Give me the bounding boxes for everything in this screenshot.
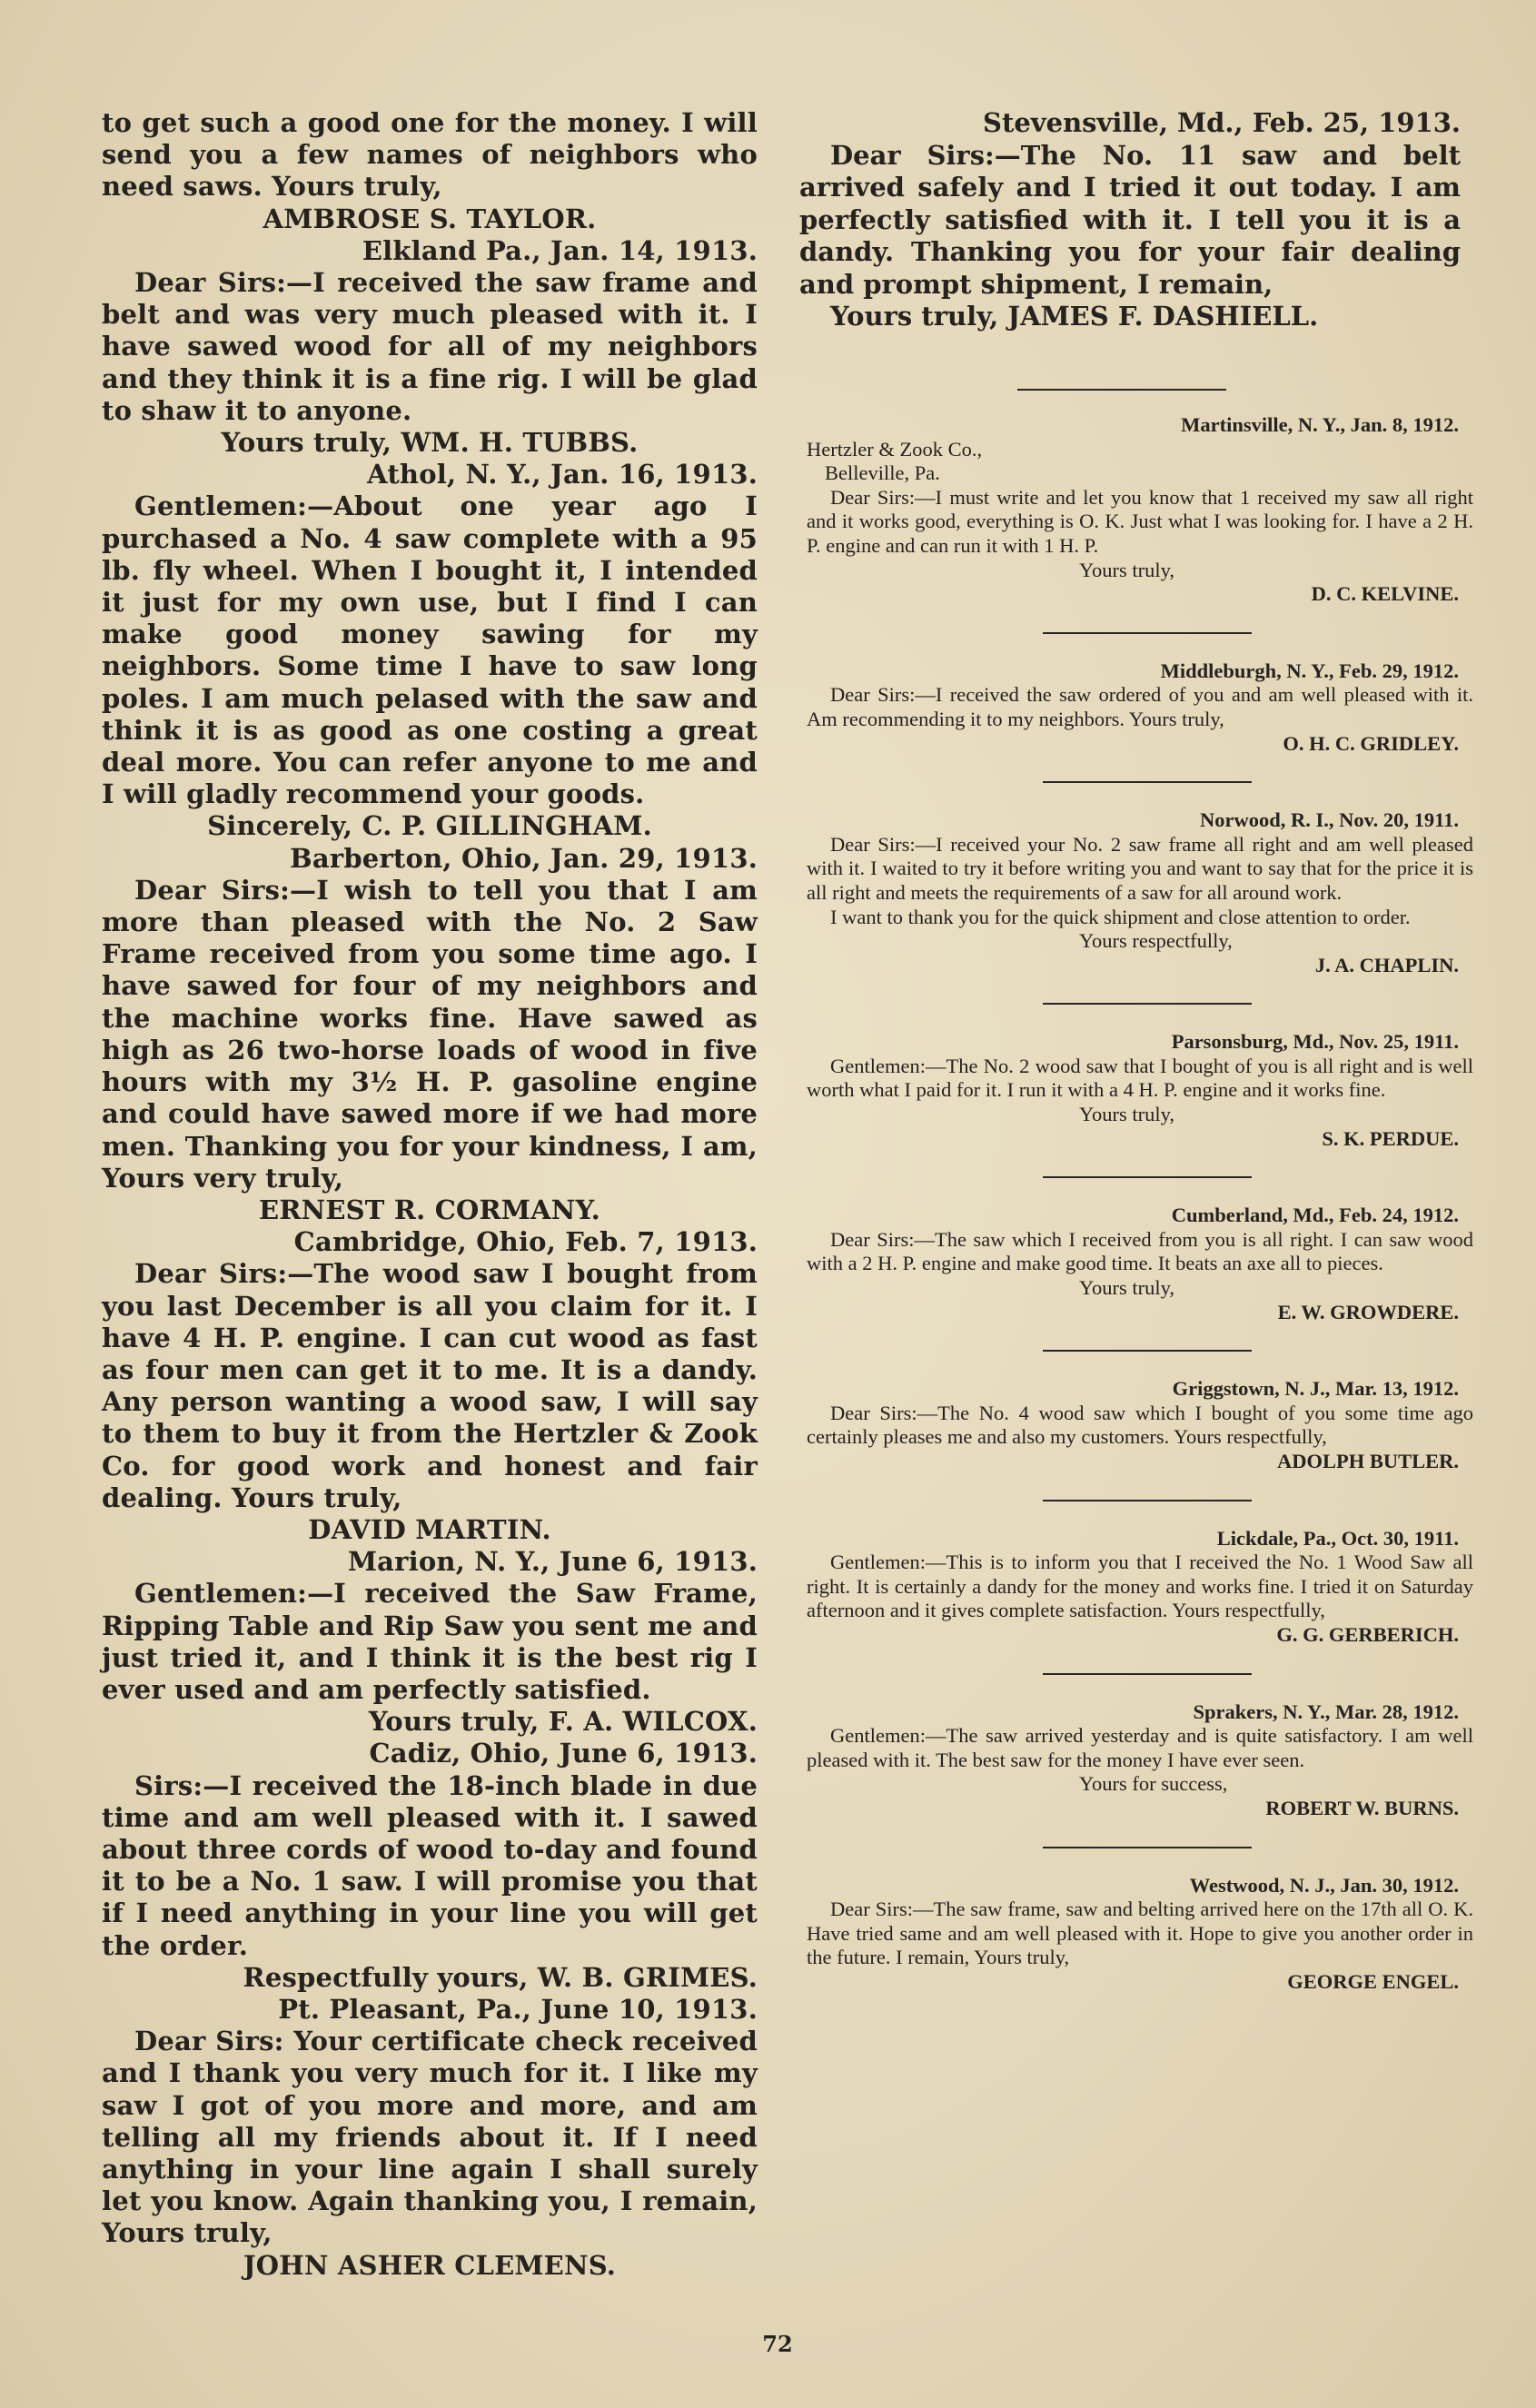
left-paragraph: Cambridge, Ohio, Feb. 7, 1913. xyxy=(293,1226,758,1258)
right-top-paragraph: Yours truly, JAMES F. DASHIELL. xyxy=(830,301,1319,332)
letter-body: Gentlemen:—This is to inform you that I received the No. 1 Wood Saw all right. It is certainly a dandy for the money and works fine. I tried it on Saturday afternoon and it gives complete satisfaction. Yours respectfully, xyxy=(807,1551,1473,1622)
letter-body: Gentlemen:—The saw arrived yesterday and is quite satisfactory. I am well pleased with it. The best saw for the money I have ever seen. xyxy=(807,1724,1473,1771)
letter-signature: ADOLPH BUTLER. xyxy=(1276,1450,1459,1472)
letter-signature: GEORGE ENGEL. xyxy=(1287,1969,1459,1993)
letter-signature: ROBERT W. BURNS. xyxy=(1265,1796,1459,1819)
left-paragraph: Gentlemen:—I received the Saw Frame, Ripping Table and Rip Saw you sent me and just tried it, and I think it is the best rig I ever used and am perfectly satisfied. xyxy=(102,1578,758,1705)
letter-signature: J. A. CHAPLIN. xyxy=(1314,953,1459,976)
letter-block xyxy=(807,1874,1473,1995)
left-paragraph: Cadiz, Ohio, June 6, 1913. xyxy=(369,1738,758,1769)
left-paragraph: to get such a good one for the money. I will send you a few names of neighbors who need saws. Yours truly, xyxy=(102,107,758,203)
letter-signature: O. H. C. GRIDLEY. xyxy=(1283,731,1459,755)
left-paragraph: Dear Sirs:—The wood saw I bought from you last December is all you claim for it. I have 4 H. P. engine. I can cut wood as fast as four men can get it to me. It is a dandy. Any person wanting a wood saw, I will say to them to buy it from the Hertzler & Zook Co. for good work and honest and fair dealing. Yours truly, xyxy=(102,1258,758,1513)
right-top-column xyxy=(799,107,1461,333)
letter-place-date: Martinsville, N. Y., Jan. 8, 1912. xyxy=(1181,413,1459,436)
divider-rule xyxy=(1043,1176,1252,1178)
divider-rule xyxy=(1043,1500,1252,1501)
letter-closing: Yours truly, xyxy=(1079,558,1175,581)
divider-rule xyxy=(1043,1673,1252,1675)
right-top-paragraph: Dear Sirs:—The No. 11 saw and belt arrived safely and I tried it out today. I am perfectly satisfied with it. I tell you it is a dandy. Thanking you for your fair dealing and prompt shipment, I remain, xyxy=(799,139,1461,300)
divider-rule xyxy=(1043,1003,1252,1005)
letter-block xyxy=(807,413,1473,607)
left-paragraph: Athol, N. Y., Jan. 16, 1913. xyxy=(367,459,758,491)
letter-block xyxy=(807,1377,1473,1473)
letter-body: Gentlemen:—The No. 2 wood saw that I bought of you is all right and is well worth what I paid for it. I run it with a 4 H. P. engine and it works fine. xyxy=(807,1054,1473,1102)
left-paragraph: AMBROSE S. TAYLOR. xyxy=(263,203,597,234)
letter-body: Dear Sirs:—I must write and let you know that 1 received my saw all right and it works good, everything is O. K. Just what I was looking for. I have a 2 H. P. engine and can run it with 1 H. P. xyxy=(807,485,1473,557)
letter-body: Dear Sirs:—I received the saw ordered of you and am well pleased with it. Am recommending it to my neighbors. Yours truly, xyxy=(807,683,1473,730)
right-column-letters xyxy=(807,413,1473,1995)
letter-place-date: Cumberland, Md., Feb. 24, 1912. xyxy=(1171,1204,1459,1227)
left-paragraph: ERNEST R. CORMANY. xyxy=(259,1194,600,1225)
letter-address-line: Hertzler & Zook Co., xyxy=(807,437,983,461)
right-top-paragraph: Stevensville, Md., Feb. 25, 1913. xyxy=(983,107,1461,138)
letter-body: Dear Sirs:—I received your No. 2 saw frame all right and am well pleased with it. I waited to try it before writing you and want to say that for the price it is all right and meets the requirements of a saw for all around work. xyxy=(807,832,1473,904)
divider-rule xyxy=(1017,389,1226,391)
letter-place-date: Middleburgh, N. Y., Feb. 29, 1912. xyxy=(1160,659,1459,682)
page-number: 72 xyxy=(762,2331,793,2357)
divider-rule xyxy=(1043,1350,1252,1352)
left-paragraph: Sincerely, C. P. GILLINGHAM. xyxy=(207,810,652,842)
divider-rule xyxy=(1043,781,1252,783)
left-paragraph: Sirs:—I received the 18-inch blade in due time and am well pleased with it. I sawed about three cords of wood to-day and found it to be a No. 1 saw. I will promise you that if I need anything in your line you will get the order. xyxy=(102,1769,758,1961)
letter-place-date: Griggstown, N. J., Mar. 13, 1912. xyxy=(1172,1377,1459,1401)
left-paragraph: DAVID MARTIN. xyxy=(308,1513,551,1545)
divider-rule xyxy=(1043,1847,1252,1848)
letter-body: I want to thank you for the quick shipment and close attention to order. xyxy=(830,905,1411,928)
letter-signature: D. C. KELVINE. xyxy=(1311,582,1459,606)
left-paragraph: Respectfully yours, W. B. GRIMES. xyxy=(243,1961,758,1993)
letter-block xyxy=(807,1204,1473,1324)
letter-place-date: Parsonsburg, Md., Nov. 25, 1911. xyxy=(1171,1030,1459,1054)
letter-closing: Yours respectfully, xyxy=(1079,929,1233,953)
letter-signature: E. W. GROWDERE. xyxy=(1277,1300,1459,1323)
left-paragraph: Dear Sirs: Your certificate check received and I thank you very much for it. I like my saw I got of you more and more, and am telling all my friends about it. If I need anything in your line again I shall surely let you know. Again thanking you, I remain, Yours truly, xyxy=(102,2026,758,2249)
left-paragraph: Dear Sirs:—I wish to tell you that I am more than pleased with the No. 2 Saw Frame received from you some time ago. I have sawed for four of my neighbors and the machine works fine. Have sawed as high as 26 two-horse loads of wood in five hours with my 3½ H. P. gasoline engine and could have sawed more if we had more men. Thanking you for your kindness, I am, Yours very truly, xyxy=(102,874,758,1194)
left-paragraph: Marion, N. Y., June 6, 1913. xyxy=(347,1546,758,1578)
letter-place-date: Lickdale, Pa., Oct. 30, 1911. xyxy=(1216,1526,1459,1550)
letter-block xyxy=(807,808,1473,977)
left-paragraph: Yours truly, WM. H. TUBBS. xyxy=(221,427,639,459)
letter-block xyxy=(807,1527,1473,1648)
divider-rule xyxy=(1043,632,1252,634)
left-paragraph: JOHN ASHER CLEMENS. xyxy=(243,2249,617,2281)
letter-place-date: Westwood, N. J., Jan. 30, 1912. xyxy=(1189,1873,1459,1897)
left-paragraph: Elkland Pa., Jan. 14, 1913. xyxy=(362,234,758,266)
left-paragraph: Yours truly, F. A. WILCOX. xyxy=(368,1706,758,1738)
letter-signature: S. K. PERDUE. xyxy=(1322,1126,1459,1150)
left-paragraph: Dear Sirs:—I received the saw frame and belt and was very much pleased with it. I have sawed wood for all of my neighbors and they think it is a fine rig. I will be glad to shaw it to anyone. xyxy=(102,267,758,426)
letter-block xyxy=(807,1700,1473,1821)
letter-body: Dear Sirs:—The saw frame, saw and belting arrived here on the 17th all O. K. Have tried same and am well pleased with it. Hope to give you another order in the future. I remain, Yours truly, xyxy=(807,1898,1473,1969)
letter-closing: Yours for success, xyxy=(1079,1772,1228,1796)
letter-place-date: Sprakers, N. Y., Mar. 28, 1912. xyxy=(1193,1699,1459,1723)
letter-body: Dear Sirs:—The saw which I received from you is all right. I can saw wood with a 2 H. P. engine and make good time. It beats an axe all to pieces. xyxy=(807,1227,1473,1275)
left-paragraph: Gentlemen:—About one year ago I purchased a No. 4 saw complete with a 95 lb. fly wheel. When I bought it, I intended it just for my own use, but I find I can make good money sawing for my neighbors. Some time I have to saw long poles. I am much pelased with the saw and think it is as good as one costing a great deal more. You can refer anyone to me and I will gladly recommend your goods. xyxy=(102,491,758,810)
letter-block xyxy=(807,1030,1473,1151)
letter-body: Dear Sirs:—The No. 4 wood saw which I bought of you some time ago certainly pleases me and also my customers. Yours respectfully, xyxy=(807,1401,1473,1449)
left-paragraph: Pt. Pleasant, Pa., June 10, 1913. xyxy=(278,1993,758,2025)
letter-signature: G. G. GERBERICH. xyxy=(1276,1622,1459,1646)
left-paragraph: Barberton, Ohio, Jan. 29, 1913. xyxy=(290,842,758,874)
letter-block xyxy=(807,659,1473,756)
letter-closing: Yours truly, xyxy=(1079,1276,1175,1300)
left-column xyxy=(102,107,758,2282)
letter-place-date: Norwood, R. I., Nov. 20, 1911. xyxy=(1199,808,1459,832)
letter-address-line: Belleville, Pa. xyxy=(825,461,940,485)
letter-closing: Yours truly, xyxy=(1079,1103,1175,1126)
